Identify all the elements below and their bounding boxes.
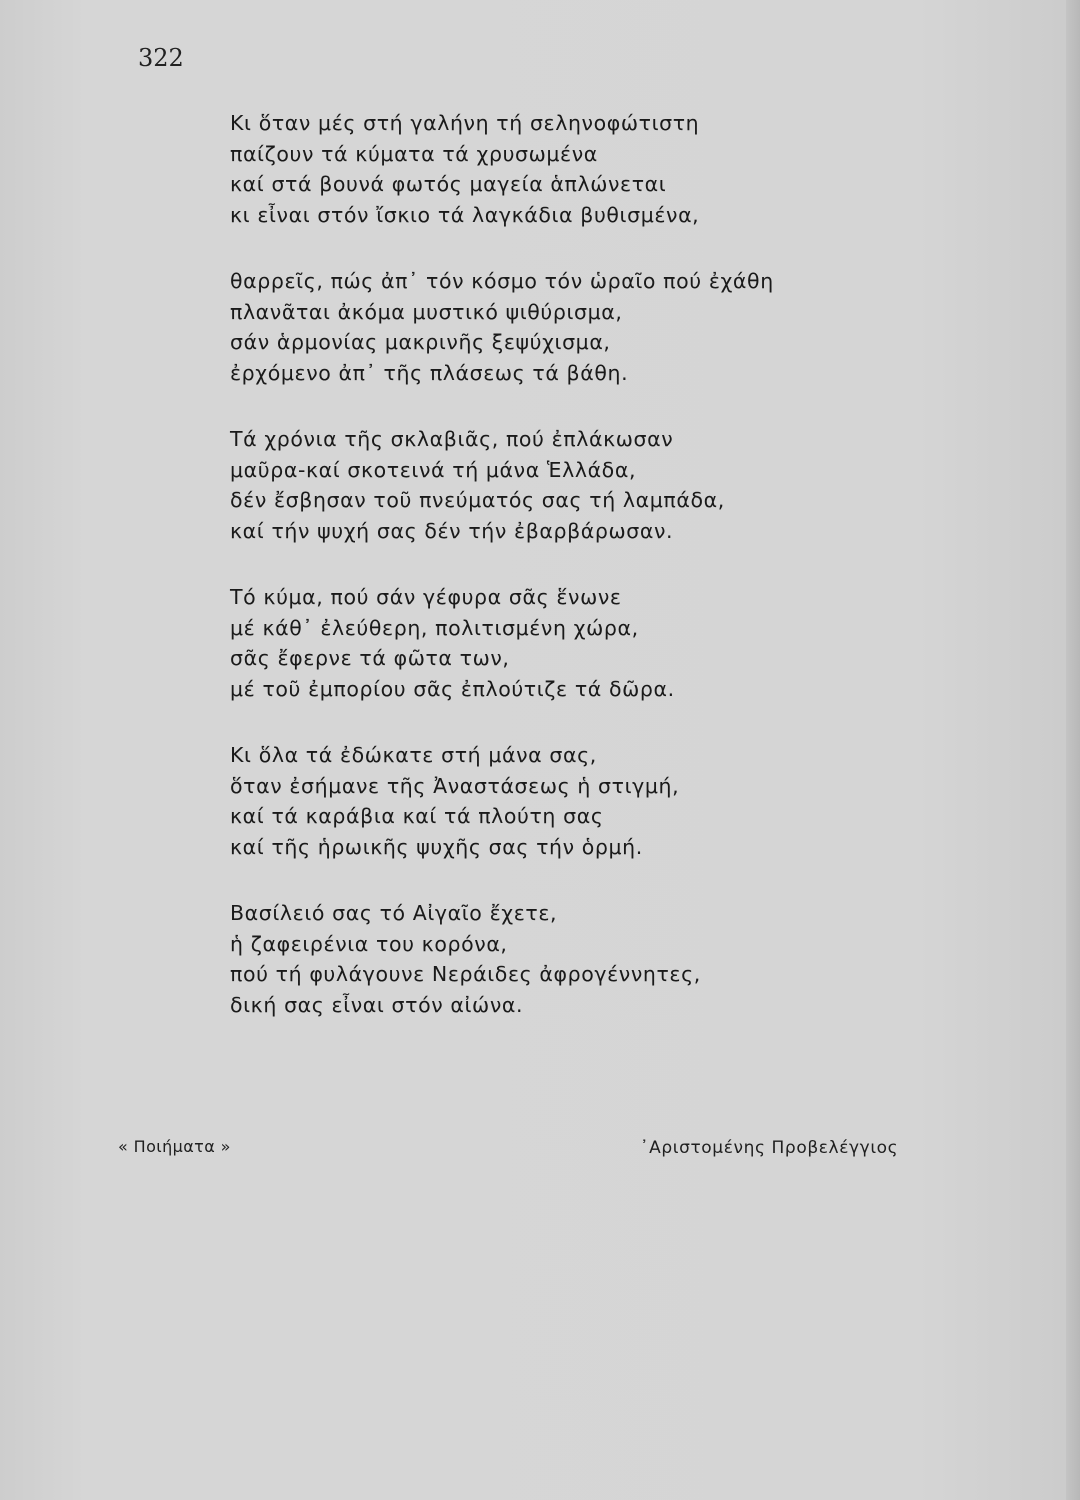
poem-line: μέ κάθ᾽ ἐλεύθερη, πολιτισμένη χώρα, [230, 615, 639, 640]
poem-line: μαῦρα-καί σκοτεινά τή μάνα Ἑλλάδα, [230, 457, 637, 482]
poem-line: ἡ ζαφειρένια του κορόνα, [230, 931, 508, 956]
author-name: ᾽Αριστομένης Προβελέγγιος [640, 1138, 899, 1158]
source-title: « Ποιήματα » [118, 1137, 231, 1156]
stanza-3 [230, 424, 950, 546]
stanza-1 [230, 108, 950, 230]
page-edge-shadow [1066, 0, 1080, 1500]
poem-line: καί τήν ψυχή σας δέν τήν ἐβαρβάρωσαν. [230, 518, 674, 543]
poem-line: πού τή φυλάγουνε Νεράιδες ἀφρογέννητες, [230, 962, 701, 986]
stanza-5 [230, 740, 950, 862]
poem-line: κι εἶναι στόν ἴσκιο τά λαγκάδια βυθισμένα, [230, 202, 700, 227]
poem-line: Κι ὅλα τά ἐδώκατε στή μάνα σας, [230, 743, 597, 767]
poem-line: σάν ἁρμονίας μακρινῆς ξεψύχισμα, [230, 330, 611, 354]
poem-line: ἐρχόμενο ἀπ᾽ τῆς πλάσεως τά βάθη. [230, 360, 629, 385]
page-number: 322 [138, 44, 184, 72]
poem-line: σᾶς ἔφερνε τά φῶτα των, [230, 646, 510, 670]
poem-line: δική σας εἶναι στόν αἰώνα. [230, 992, 524, 1017]
poem-line: καί στά βουνά φωτός μαγεία ἁπλώνεται [230, 172, 667, 196]
poem-line: θαρρεῖς, πώς ἀπ᾽ τόν κόσμο τόν ὡραῖο πού ἐχάθη [230, 269, 774, 293]
poem-line: Τά χρόνια τῆς σκλαβιᾶς, πού ἐπλάκωσαν [230, 427, 674, 451]
poem-line: καί τά καράβια καί τά πλούτη σας [230, 804, 604, 828]
poem-line: Βασίλειό σας τό Αἰγαῖο ἔχετε, [230, 901, 558, 925]
poem-line: ὅταν ἐσήμανε τῆς Ἀναστάσεως ἡ στιγμή, [230, 773, 680, 798]
poem-line: παίζουν τά κύματα τά χρυσωμένα [230, 141, 598, 166]
poem-line: μέ τοῦ ἐμπορίου σᾶς ἐπλούτιζε τά δῶρα. [230, 676, 675, 701]
stanza-2 [230, 266, 950, 388]
stanza-6 [230, 898, 950, 1020]
poem-line: καί τῆς ἡρωικῆς ψυχῆς σας τήν ὁρμή. [230, 834, 643, 859]
poem-line: πλανᾶται ἀκόμα μυστικό ψιθύρισμα, [230, 299, 623, 324]
poem-body [230, 108, 950, 1056]
poem-line: δέν ἔσβησαν τοῦ πνεύματός σας τή λαμπάδα, [230, 488, 725, 512]
stanza-4 [230, 582, 950, 704]
poem-line: Κι ὅταν μές στή γαλήνη τή σεληνοφώτιστη [230, 111, 700, 135]
poem-line: Τό κύμα, πού σάν γέφυρα σᾶς ἕνωνε [230, 585, 622, 609]
